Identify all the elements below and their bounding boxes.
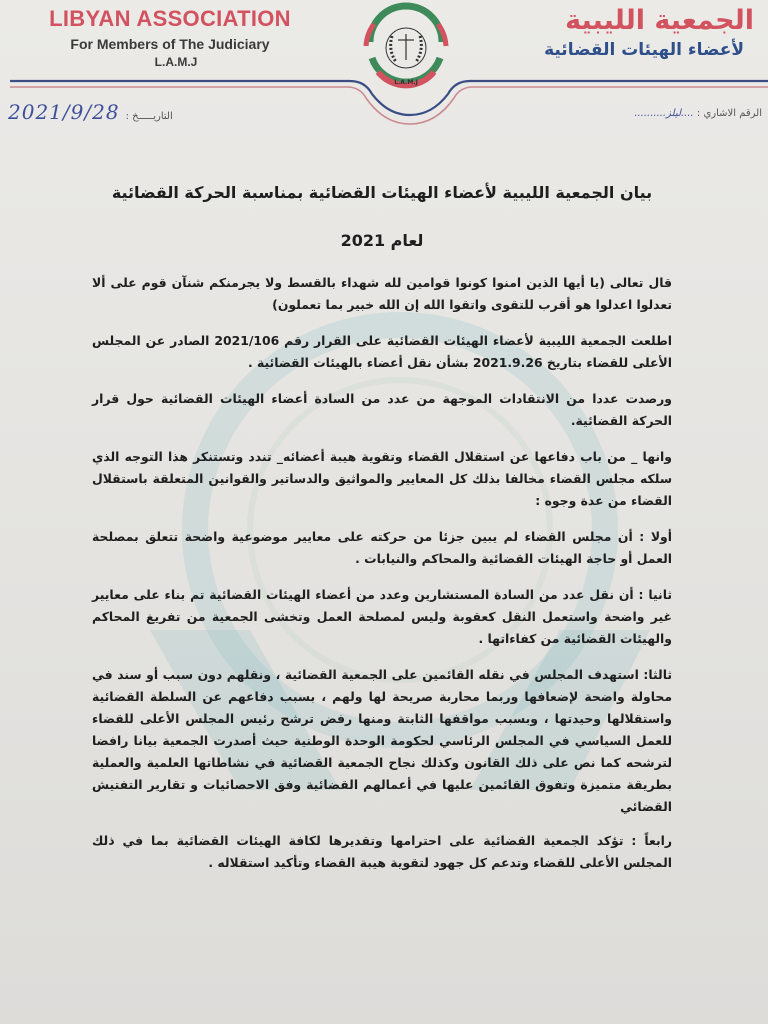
quran-verse-paragraph: قال تعالى (يا أيها الذين امنوا كونوا قوامين لله شهداء بالقسط ولا يجرمنكم شنآن قوم على ألا تعدلوا اعدلوا هو أقرب للتقوى واتقوا الله إن الله خبير بما تعملون) (92, 275, 672, 312)
association-subtitle-ar: لأعضاء الهيئات القضائية (544, 40, 744, 60)
point-fourth-paragraph: رابعاً : تؤكد الجمعية القضائية على احترامها وتقديرها لكافة الهيئات القضائية بما في ذلك المجلس الأعلى للقضاء وتدعم كل جهود لتقوية هيبة القضاء وتأكيد استقلاله . (92, 833, 672, 870)
association-name-ar: الجمعية الليبية (565, 5, 754, 36)
date-value: 2021/9/28 (8, 100, 120, 124)
decision-paragraph: اطلعت الجمعية الليبية لأعضاء الهيئات القضائية على القرار رقم 2021/106 الصادر عن المجلس الأعلى للقضاء بتاريخ 2021.9.26 بشأن نقل أعضاء بالهيئات القضائية . (92, 333, 672, 370)
association-subtitle-en: For Members of The Judiciary (70, 36, 270, 52)
point-first-paragraph: أولا : أن مجلس القضاء لم يبين جزئا من حركته على معايير موضوعية واضحة تتعلق بمصلحة العمل أو حاجة الهيئات القضائية والمحاكم والنيابات . (92, 529, 672, 566)
association-name-en: LIBYAN ASSOCIATION (49, 6, 291, 31)
point-second-paragraph: ثانيا : أن نقل عدد من السادة المستشارين وعدد من أعضاء الهيئات القضائية تم بناء على معايير غير واضحة واستعمل النقل كعقوبة وليس لمصلحة العمل وتخشى الجمعية من تفريغ المحاكم والهيئات القضائية من كفاءاتها . (92, 587, 672, 646)
date-label: التاريـــــخ : (125, 111, 173, 122)
point-third-paragraph: ثالثا: استهدف المجلس في نقله القائمين على الجمعية القضائية ، ونقلهم دون سبب أو سند في محاولة واضحة لإضعافها وربما محاربة صريحة لها ولهم ، بسبب دفاعهم عن السلطة القضائية واستقلالها وحيدتها ، وبسبب مواقفها الثابتة ومنها رفض ترشح رئيس المجلس الأعلى للقضاء للعمل السياسي في المجلس الرئاسي لحكومة الوحدة الوطنية حيث أصدرت الجمعية بيانا رافضا لترشحه كما نص على ذلك القانون وكذلك نجاح الجمعية القضائية في نشاطاتها العلمية والعملية بطريقة متميزة وتفوق القائمين عليها في أعمالهم القضائية وفق الاحصائيات و تقارير التفتيش القضائي (92, 667, 672, 814)
condemnation-paragraph: وانها _ من باب دفاعها عن استقلال القضاء وتقوية هيبة أعضائه_ تندد وتستنكر هذا التوجه الذي سلكه مجلس القضاء مخالفا بذلك كل المعايير والمواثيق والدساتير والقوانين المتعلقة باستقلال القضاء من عدة وجوه : (92, 449, 672, 508)
logo-label: L.A.M.J (394, 79, 418, 86)
statement-title: بيان الجمعية الليبية لأعضاء الهيئات القضائية بمناسبة الحركة القضائية (111, 183, 653, 202)
date-field (8, 100, 173, 124)
criticism-paragraph: ورصدت عددا من الانتقادات الموجهة من عدد من السادة أعضاء الهيئات القضائية حول قرار الحركة القضائية. (92, 391, 672, 428)
statement-body (92, 182, 672, 874)
reference-label: الرقم الاشاري : (696, 108, 762, 119)
reference-value: ....ليلز.......... (634, 108, 694, 119)
letterhead-english (0, 6, 340, 70)
reference-number-field (634, 108, 762, 119)
statement-year: لعام 2021 (340, 231, 424, 250)
letterhead-arabic (454, 4, 754, 62)
association-abbreviation: L.A.M.J (154, 55, 198, 69)
